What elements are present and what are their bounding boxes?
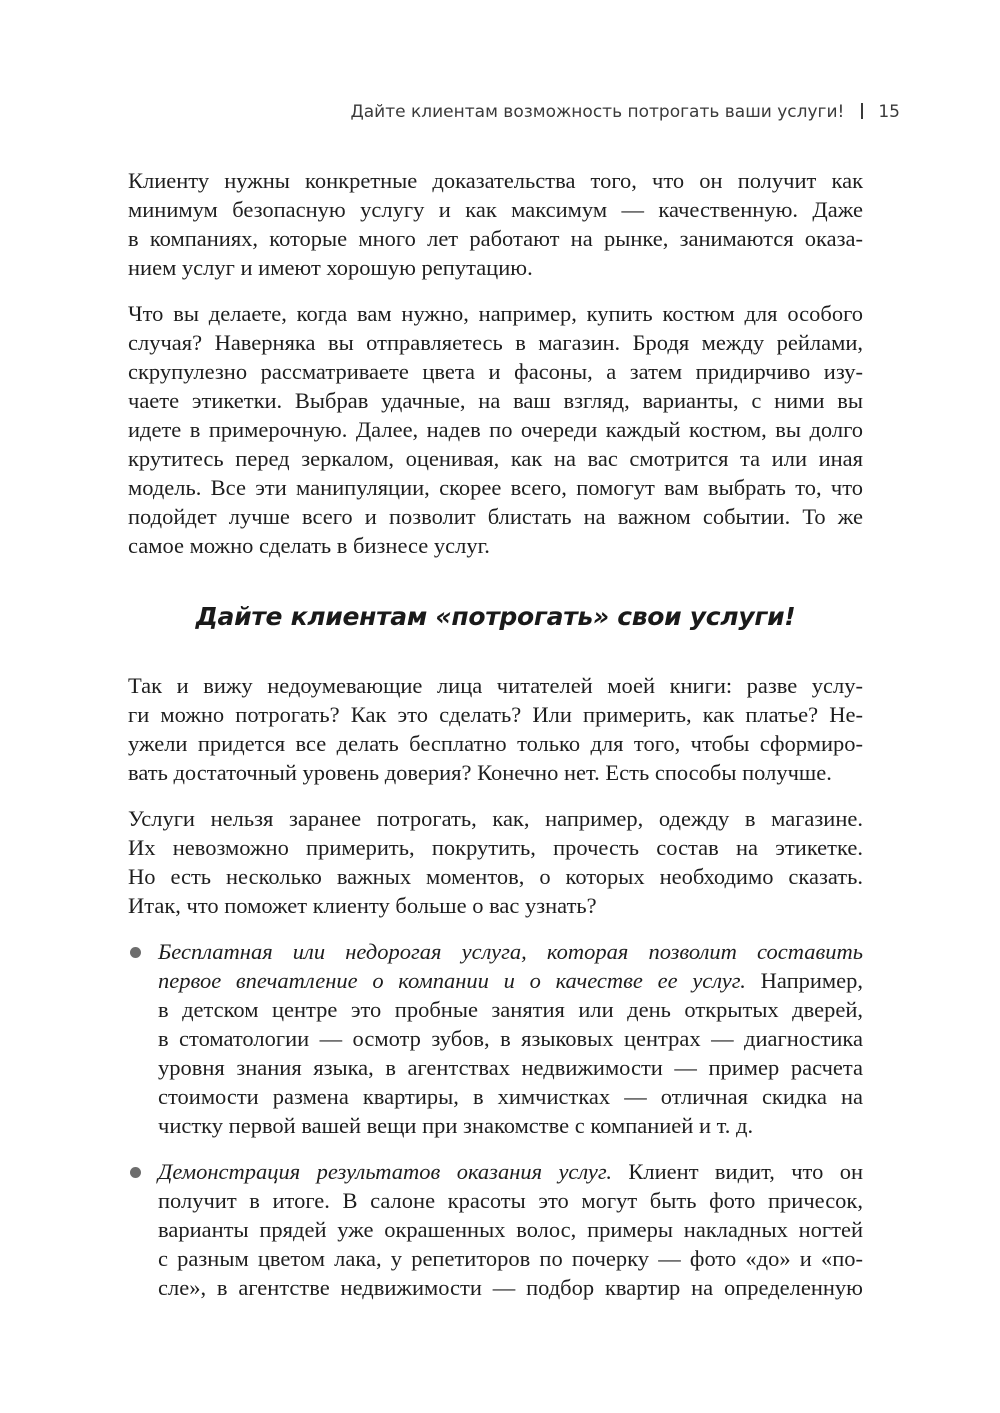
paragraph-1 [128, 166, 863, 282]
bullet-text: получит в итоге. В салоне красоты это могут быть фото причесок, [158, 1188, 863, 1213]
running-head-separator [861, 103, 863, 119]
bullet-text: Например, [745, 968, 864, 993]
text-line: Что вы делаете, когда вам нужно, например, купить костюм для особого [128, 301, 863, 326]
text-line: Их невозможно примерить, покрутить, прочесть состав на этикетке. [128, 835, 863, 860]
bullet-text: Клиент видит, что он [612, 1159, 863, 1184]
bullet-text: с разным цветом лака, у репетиторов по почерку — фото «до» и «по- [158, 1246, 863, 1271]
text-line: крутитесь перед зеркалом, оценивая, как на вас смотрится та или иная [128, 446, 863, 471]
bullet-dot-icon [130, 1167, 141, 1178]
text-line: чаете этикетки. Выбрав удачные, на ваш взгляд, варианты, с ними вы [128, 388, 863, 413]
bullet-text: в стоматологии — осмотр зубов, в языковых центрах — диагностика [158, 1026, 863, 1051]
text-line: Но есть несколько важных моментов, о которых необходимо сказать. [128, 864, 863, 889]
paragraph-4 [128, 804, 863, 920]
bullet-item-results-demo [128, 1157, 863, 1302]
running-head [350, 102, 900, 122]
bullet-text: чистку первой вашей вещи при знакомстве с компанией и т. д. [158, 1113, 754, 1138]
bullet-item-free-service [128, 937, 863, 1140]
bullet-dot-icon [130, 947, 141, 958]
text-line: Клиенту нужны конкретные доказательства того, что он получит как [128, 168, 863, 193]
text-line: случая? Наверняка вы отправляетесь в магазин. Бродя между рейлами, [128, 330, 863, 355]
text-line: самое можно сделать в бизнесе услуг. [128, 533, 490, 558]
text-line: идете в примерочную. Далее, надев по очереди каждый костюм, вы долго [128, 417, 863, 442]
bullet-text: стоимости размена квартиры, в химчистках — отличная скидка на [158, 1084, 863, 1109]
paragraph-3 [128, 671, 863, 787]
bullet-lead-text: Демонстрация результатов оказания услуг. [158, 1159, 613, 1184]
page-number: 15 [878, 102, 900, 122]
text-line: Услуги нельзя заранее потрогать, как, например, одежду в магазине. [128, 806, 863, 831]
paragraph-2 [128, 299, 863, 560]
running-head-title: Дайте клиентам возможность потрогать ваши услуги! [350, 102, 845, 122]
text-line: подойдет лучше всего и позволит блистать на важном событии. То же [128, 504, 863, 529]
text-line: ужели придется все делать бесплатно только для того, чтобы сформиро- [128, 731, 863, 756]
text-line: ги можно потрогать? Как это сделать? Или примерить, как платье? Не- [128, 702, 863, 727]
text-line: модель. Все эти манипуляции, скорее всего, помогут вам выбрать то, что [128, 475, 863, 500]
bullet-text: варианты прядей уже окрашенных волос, примеры накладных ногтей [158, 1217, 863, 1242]
bullet-lead-text: Бесплатная или недорогая услуга, которая позволит составить [158, 939, 863, 964]
text-line: вать достаточный уровень доверия? Конечно нет. Есть способы получше. [128, 760, 832, 785]
bullet-list [128, 937, 863, 1302]
text-line: нием услуг и имеют хорошую репутацию. [128, 255, 533, 280]
bullet-text: в детском центре это пробные занятия или день открытых дверей, [158, 997, 863, 1022]
text-line: скрупулезно рассматриваете цвета и фасоны, а затем придирчиво изу- [128, 359, 863, 384]
section-heading: Дайте клиентам «потрогать» свои услуги! [195, 602, 796, 631]
page-body [128, 166, 863, 1319]
text-line: Итак, что поможет клиенту больше о вас узнать? [128, 893, 597, 918]
text-line: Так и вижу недоумевающие лица читателей моей книги: разве услу- [128, 673, 863, 698]
bullet-text: уровня знания языка, в агентствах недвижимости — пример расчета [158, 1055, 863, 1080]
text-line: минимум безопасную услугу и как максимум — качественную. Даже [128, 197, 863, 222]
bullet-text: сле», в агентстве недвижимости — подбор квартир на определенную [158, 1275, 863, 1300]
bullet-lead-text: первое впечатление о компании и о качестве ее услуг. [158, 968, 746, 993]
text-line: в компаниях, которые много лет работают на рынке, занимаются оказа- [128, 226, 863, 251]
